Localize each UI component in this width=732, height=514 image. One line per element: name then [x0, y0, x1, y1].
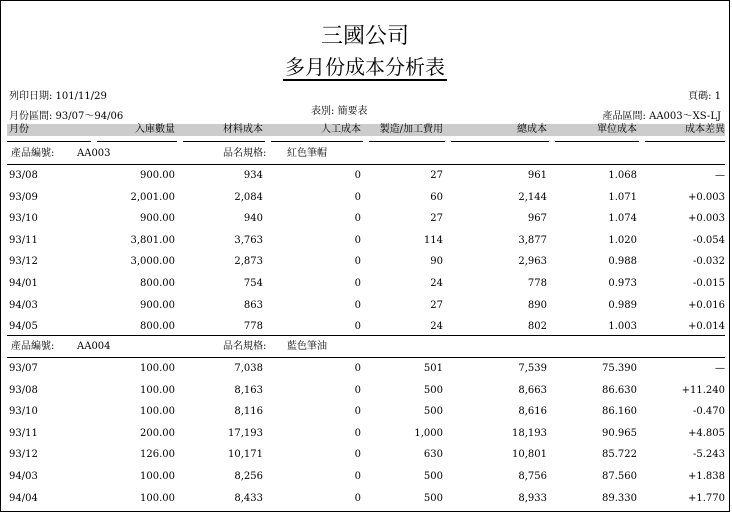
cell-unit-cost: 0.988	[608, 256, 637, 268]
cell-stock-in-qty: 900.00	[140, 170, 175, 181]
product-code-label: 產品編號:	[11, 341, 55, 352]
cell-manufacturing-cost: 60	[430, 191, 443, 203]
header-underline	[271, 141, 363, 142]
cell-manufacturing-cost: 24	[430, 278, 443, 289]
cell-stock-in-qty: 100.00	[140, 471, 175, 482]
cell-month: 93/11	[9, 427, 38, 439]
cell-total-cost: 802	[527, 321, 547, 333]
cell-cost-variance: +0.003	[687, 213, 725, 225]
cell-manufacturing-cost: 114	[423, 234, 443, 246]
group-separator	[7, 357, 725, 358]
cell-material-cost: 934	[243, 170, 263, 181]
column-header-unit-cost: 單位成本	[597, 124, 637, 135]
header-underline	[555, 141, 639, 142]
product-code: AA003	[77, 148, 111, 159]
cell-labor-cost: 0	[354, 406, 361, 418]
cell-manufacturing-cost: 27	[430, 170, 443, 181]
cell-month: 93/08	[9, 384, 38, 396]
cell-labor-cost: 0	[354, 278, 361, 289]
cell-total-cost: 890	[527, 299, 547, 311]
cell-labor-cost: 0	[354, 170, 361, 181]
cell-cost-variance: -0.032	[692, 256, 725, 268]
cell-stock-in-qty: 100.00	[140, 406, 175, 418]
cell-labor-cost: 0	[354, 471, 361, 482]
product-range: 產品區間: AA003～XS-LJ	[602, 111, 721, 122]
table-row	[7, 362, 725, 376]
cell-stock-in-qty: 3,801.00	[130, 234, 175, 246]
cell-material-cost: 10,171	[228, 449, 263, 461]
cell-total-cost: 2,144	[518, 191, 547, 203]
column-header-month: 月份	[9, 124, 29, 135]
cell-total-cost: 8,933	[518, 492, 547, 504]
column-header-cost-variance: 成本差異	[685, 124, 725, 135]
cell-labor-cost: 0	[354, 299, 361, 311]
cell-cost-variance: +1.770	[687, 492, 725, 504]
cell-stock-in-qty: 3,000.00	[130, 256, 175, 268]
product-spec-label: 品名規格:	[223, 148, 267, 159]
cell-month: 93/09	[9, 191, 38, 203]
cell-labor-cost: 0	[354, 234, 361, 246]
cell-unit-cost: 89.330	[602, 492, 637, 504]
cell-manufacturing-cost: 500	[423, 406, 443, 418]
cell-labor-cost: 0	[354, 213, 361, 225]
cell-month: 94/03	[9, 471, 38, 482]
cell-unit-cost: 1.003	[608, 321, 637, 333]
cell-month: 94/01	[9, 278, 38, 289]
cell-labor-cost: 0	[354, 191, 361, 203]
header-underline	[369, 141, 445, 142]
table-row	[7, 405, 725, 419]
header-underline	[97, 141, 177, 142]
cell-stock-in-qty: 800.00	[140, 278, 175, 289]
group-separator	[7, 335, 725, 336]
header-underline	[7, 141, 91, 142]
cell-stock-in-qty: 100.00	[140, 384, 175, 396]
column-header-stock-in-qty: 入庫數量	[135, 124, 175, 135]
cell-material-cost: 8,163	[234, 384, 263, 396]
cell-month: 94/03	[9, 299, 38, 311]
cell-manufacturing-cost: 500	[423, 492, 443, 504]
table-row	[7, 212, 725, 226]
cell-labor-cost: 0	[354, 384, 361, 396]
cell-unit-cost: 75.390	[602, 363, 637, 374]
cell-manufacturing-cost: 1,000	[414, 427, 443, 439]
table-row	[7, 277, 725, 291]
cell-unit-cost: 87.560	[602, 471, 637, 482]
cell-stock-in-qty: 100.00	[140, 492, 175, 504]
cell-total-cost: 967	[527, 213, 547, 225]
cell-stock-in-qty: 800.00	[140, 321, 175, 333]
cell-cost-variance: +11.240	[681, 384, 725, 396]
cell-labor-cost: 0	[354, 427, 361, 439]
table-row	[7, 299, 725, 313]
header-underline	[183, 141, 265, 142]
cell-unit-cost: 1.068	[608, 170, 637, 181]
cell-month: 94/04	[9, 492, 38, 504]
table-row	[7, 427, 725, 441]
report-title-text: 多月份成本分析表	[285, 55, 445, 79]
cell-material-cost: 754	[243, 278, 263, 289]
table-row	[7, 169, 725, 183]
cell-material-cost: 778	[243, 321, 263, 333]
cell-total-cost: 778	[527, 278, 547, 289]
table-row	[7, 448, 725, 462]
cell-cost-variance: +0.016	[687, 299, 725, 311]
cell-manufacturing-cost: 501	[423, 363, 443, 374]
cell-month: 93/07	[9, 363, 38, 374]
cell-labor-cost: 0	[354, 321, 361, 333]
table-row	[7, 255, 725, 269]
cell-material-cost: 17,193	[228, 427, 263, 439]
product-spec-label: 品名規格:	[223, 341, 267, 352]
cell-cost-variance: -0.470	[692, 406, 725, 418]
cell-manufacturing-cost: 630	[423, 449, 443, 461]
product-code: AA004	[77, 341, 111, 352]
cell-total-cost: 2,963	[518, 256, 547, 268]
cell-material-cost: 8,116	[234, 406, 263, 418]
cell-stock-in-qty: 100.00	[140, 363, 175, 374]
table-row	[7, 470, 725, 484]
table-type: 表別: 簡要表	[311, 106, 368, 117]
cell-month: 93/10	[9, 406, 38, 418]
cell-unit-cost: 0.989	[608, 299, 637, 311]
header-underline	[645, 141, 725, 142]
cell-material-cost: 3,763	[234, 234, 263, 246]
cell-month: 93/12	[9, 256, 38, 268]
cell-material-cost: 2,084	[234, 191, 263, 203]
column-header-material-cost: 材料成本	[223, 124, 263, 135]
cell-unit-cost: 85.722	[602, 449, 637, 461]
cell-month: 93/08	[9, 170, 38, 181]
column-header-bar	[7, 124, 725, 136]
cell-manufacturing-cost: 500	[423, 471, 443, 482]
product-spec: 紅色筆帽	[287, 148, 327, 159]
cell-manufacturing-cost: 24	[430, 321, 443, 333]
cell-cost-variance: -5.243	[692, 449, 725, 461]
cell-unit-cost: 1.071	[608, 191, 637, 203]
cell-cost-variance: -0.015	[692, 278, 725, 289]
cell-total-cost: 18,193	[512, 427, 547, 439]
cell-cost-variance: -0.054	[692, 234, 725, 246]
table-row	[7, 384, 725, 398]
cell-stock-in-qty: 126.00	[140, 449, 175, 461]
cell-labor-cost: 0	[354, 449, 361, 461]
cell-unit-cost: 1.020	[608, 234, 637, 246]
cell-month: 93/11	[9, 234, 38, 246]
cell-manufacturing-cost: 500	[423, 384, 443, 396]
cell-material-cost: 8,256	[234, 471, 263, 482]
page-number: 頁碼: 1	[688, 91, 721, 102]
report-title	[1, 51, 729, 80]
cell-month: 93/10	[9, 213, 38, 225]
cell-stock-in-qty: 2,001.00	[130, 191, 175, 203]
column-header-total-cost: 總成本	[517, 124, 547, 135]
cell-material-cost: 2,873	[234, 256, 263, 268]
group-separator	[7, 164, 725, 165]
company-name: 三國公司	[320, 24, 409, 49]
cell-total-cost: 8,616	[518, 406, 547, 418]
cell-total-cost: 7,539	[518, 363, 547, 374]
cell-total-cost: 3,877	[518, 234, 547, 246]
header-underline	[451, 141, 549, 142]
cell-stock-in-qty: 900.00	[140, 299, 175, 311]
cell-material-cost: 940	[243, 213, 263, 225]
table-row	[7, 320, 725, 334]
cell-stock-in-qty: 200.00	[140, 427, 175, 439]
cell-total-cost: 8,756	[518, 471, 547, 482]
cell-total-cost: 10,801	[512, 449, 547, 461]
cell-unit-cost: 86.160	[602, 406, 637, 418]
cell-unit-cost: 86.630	[602, 384, 637, 396]
column-header-labor-cost: 人工成本	[321, 124, 361, 135]
cell-labor-cost: 0	[354, 492, 361, 504]
cell-unit-cost: 0.973	[608, 278, 637, 289]
table-row	[7, 234, 725, 248]
cell-cost-variance: +4.805	[687, 427, 725, 439]
cell-manufacturing-cost: 27	[430, 213, 443, 225]
cell-cost-variance: +0.014	[687, 321, 725, 333]
table-row	[7, 191, 725, 205]
product-code-label: 產品編號:	[11, 148, 55, 159]
cell-labor-cost: 0	[354, 363, 361, 374]
cell-cost-variance: —	[715, 170, 725, 181]
cell-month: 94/05	[9, 321, 38, 333]
cell-cost-variance: +0.003	[687, 191, 725, 203]
cell-material-cost: 863	[243, 299, 263, 311]
cell-month: 93/12	[9, 449, 38, 461]
product-spec: 藍色筆油	[287, 341, 327, 352]
cell-cost-variance: +1.838	[687, 471, 725, 482]
cell-manufacturing-cost: 90	[430, 256, 443, 268]
cell-unit-cost: 1.074	[608, 213, 637, 225]
cell-cost-variance: —	[715, 363, 725, 374]
cell-material-cost: 8,433	[234, 492, 263, 504]
cell-total-cost: 8,663	[518, 384, 547, 396]
cell-total-cost: 961	[527, 170, 547, 181]
print-date: 列印日期: 101/11/29	[9, 91, 107, 102]
cell-material-cost: 7,038	[234, 363, 263, 374]
cell-stock-in-qty: 900.00	[140, 213, 175, 225]
cell-manufacturing-cost: 27	[430, 299, 443, 311]
cell-unit-cost: 90.965	[602, 427, 637, 439]
column-header-manufacturing-cost: 製造/加工費用	[379, 124, 443, 135]
cell-labor-cost: 0	[354, 256, 361, 268]
table-row	[7, 492, 725, 506]
month-range: 月份區間: 93/07～94/06	[9, 111, 124, 122]
